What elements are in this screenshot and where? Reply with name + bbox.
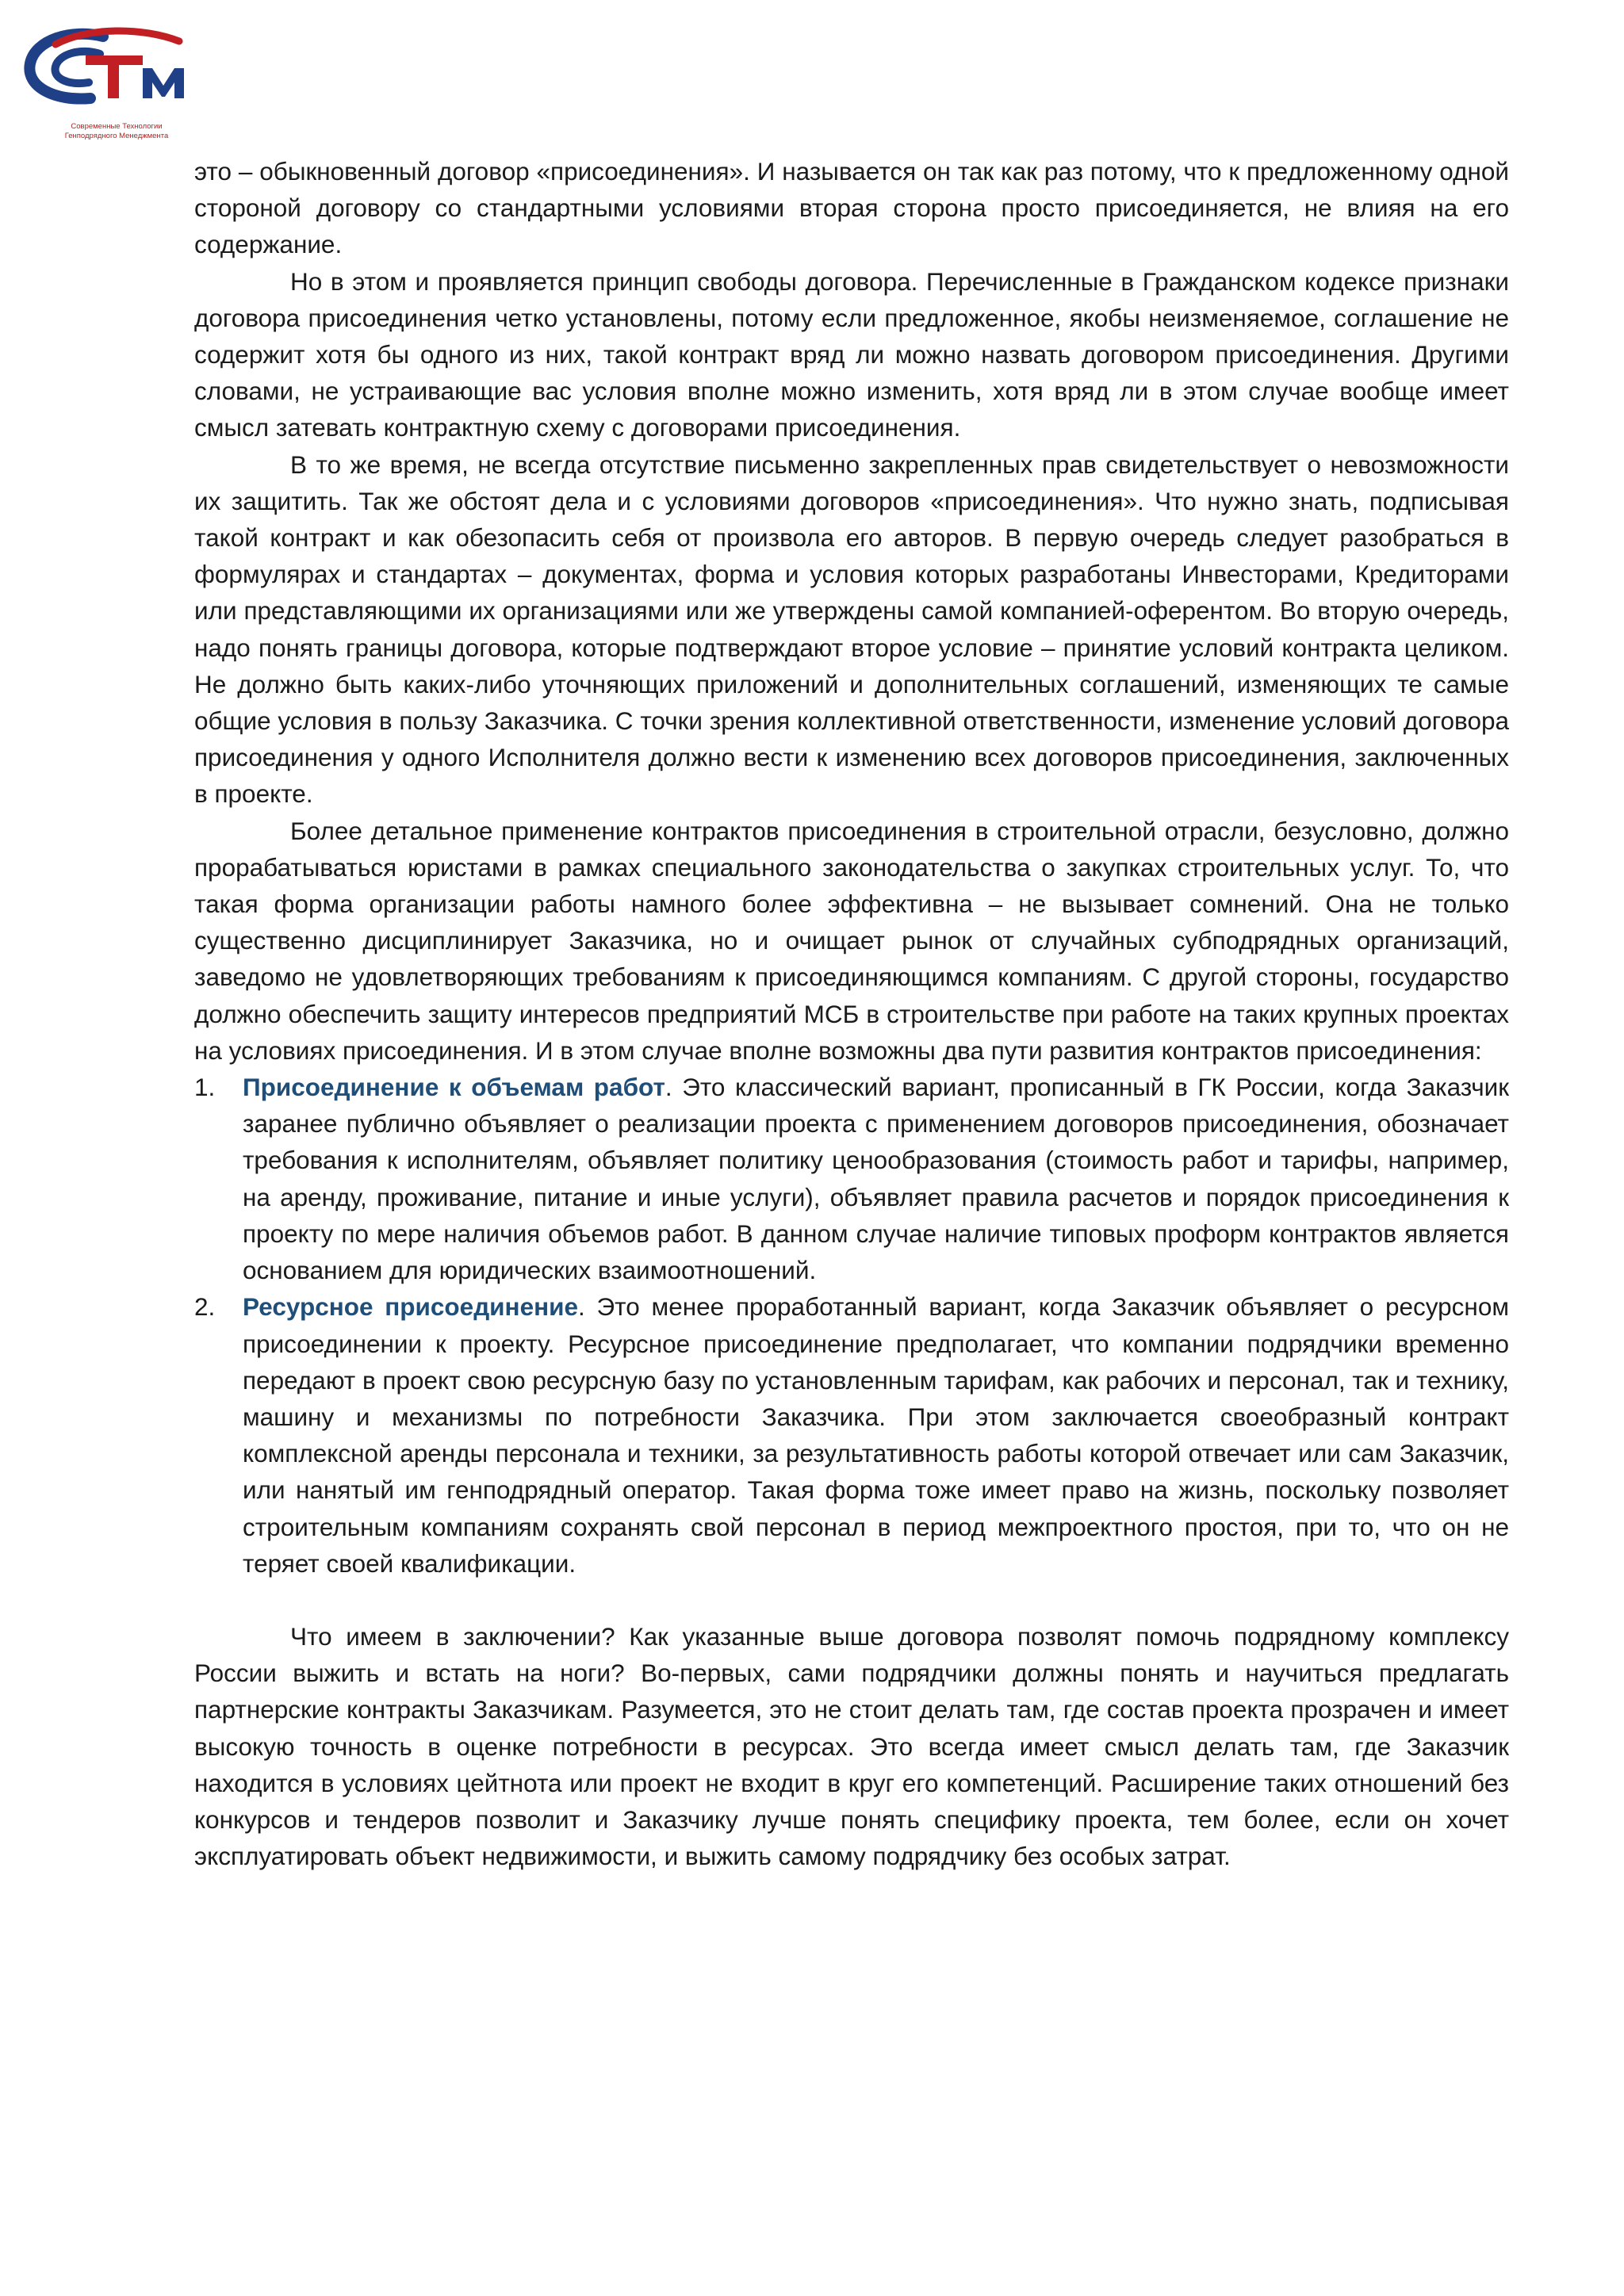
list-item-title: Присоединение к объемам работ	[243, 1073, 665, 1102]
list-item-number: 2.	[194, 1292, 216, 1322]
list-item-body: . Это классический вариант, прописанный в ГК России, когда Заказчик заранее публично объявляет о реализации проекта с применением договоров присоединения, обозначает требования к исполнителям, объявляет политику ценообразования (стоимость работ и тарифы, например, на аренду, проживание, питание и иные услуги), объявляет правила расчетов и порядок присоединения к проекту по мере наличия объемов работ. В данном случае наличие типовых проформ контрактов является основанием для юридических взаимоотношений.	[243, 1073, 1509, 1285]
paragraph-continuation: это – обыкновенный договор «присоединения». И называется он так как раз потому, что к предложенному одной стороной договору со стандартными условиями вторая сторона просто присоединяется, не влияя на его содержание.	[194, 157, 1509, 259]
numbered-list	[194, 1069, 1509, 1582]
paragraph-spacer	[194, 1582, 1509, 1618]
list-item-number: 1.	[194, 1073, 216, 1102]
company-logo	[24, 22, 190, 141]
paragraph-freedom-of-contract: Но в этом и проявляется принцип свободы договора. Перечисленные в Гражданском кодексе признаки договора присоединения четко установлены, потому если предложенное, якобы неизменяемое, соглашение не содержит хотя бы одного из них, такой контракт вряд ли можно назвать договором присоединения. Другими словами, не устраивающие вас условия вполне можно изменить, хотя вряд ли в этом случае вообще имеет смысл затевать контрактную схему с договорами присоединения.	[194, 266, 1509, 442]
ctm-logo-icon	[24, 22, 190, 117]
document-body	[194, 153, 1509, 1874]
paragraph-construction-application: Более детальное применение контрактов присоединения в строительной отрасли, безусловно, должно прорабатываться юристами в рамках специального законодательства о закупках строительных услуг. То, что такая форма организации работы намного более эффективна – не вызывает сомнений. Она не только существенно дисциплинирует Заказчика, но и очищает рынок от случайных субподрядных организаций, заведомо не удовлетворяющих требованиям к присоединяющимся компаниям. С другой стороны, государство должно обеспечить защиту интересов предприятий МСБ в строительстве при работе на таких крупных проектах на условиях присоединения. И в этом случае вполне возможны два пути развития контрактов присоединения:	[194, 816, 1509, 1065]
logo-caption-line-1: Современные Технологии	[71, 122, 163, 131]
list-item-body: . Это менее проработанный вариант, когда Заказчик объявляет о ресурсном присоединении к проекту. Ресурсное присоединение предполагает, что компании подрядчики временно передают в проект свою ресурсную базу по установленным тарифам, как рабочих и персонал, так и технику, машину и механизмы по потребности Заказчика. При этом заключается своеобразный контракт комплексной аренды персонала и техники, за результативность работы которой отвечает или сам Заказчик, или нанятый им генподрядный оператор. Такая форма тоже имеет право на жизнь, поскольку позволяет строительным компаниям сохранять свой персонал в период межпроектного простоя, при то, что он не теряет своей квалификации.	[243, 1292, 1509, 1578]
paragraph-conclusion: Что имеем в заключении? Как указанные выше договора позволят помочь подрядному комплексу России выжить и встать на ноги? Во-первых, сами подрядчики должны понять и научиться предлагать партнерские контракты Заказчикам. Разумеется, это не стоит делать там, где состав проекта прозрачен и имеет высокую точность в оценке потребности в ресурсах. Это всегда имеет смысл делать там, где Заказчик находится в условиях цейтнота или проект не входит в круг его компетенций. Расширение таких отношений без конкурсов и тендеров позволит и Заказчику лучше понять специфику проекта, тем более, если он хочет эксплуатировать объект недвижимости, и выжить самому подрядчику без особых затрат.	[194, 1621, 1509, 1871]
list-item	[194, 1288, 1509, 1582]
list-item	[194, 1069, 1509, 1288]
logo-caption-line-2: Генподрядного Менеджмента	[64, 132, 169, 140]
list-item-title: Ресурсное присоединение	[243, 1292, 579, 1322]
logo-caption	[27, 122, 206, 141]
paragraph-rights-protection: В то же время, не всегда отсутствие письменно закрепленных прав свидетельствует о невозможности их защитить. Так же обстоят дела и с условиями договоров «присоединения». Что нужно знать, подписывая такой контракт и как обезопасить себя от произвола его авторов. В первую очередь следует разобраться в формулярах и стандартах – документах, форма и условия которых разработаны Инвесторами, Кредиторами или представляющими их организациями или же утверждены самой компанией-оферентом. Во вторую очередь, надо понять границы договора, которые подтверждают второе условие – принятие условий контракта целиком. Не должно быть каких-либо уточняющих приложений и дополнительных соглашений, изменяющих те самые общие условия в пользу Заказчика. С точки зрения коллективной ответственности, изменение условий договора присоединения у одного Исполнителя должно вести к изменению всех договоров присоединения, заключенных в проекте.	[194, 450, 1509, 809]
